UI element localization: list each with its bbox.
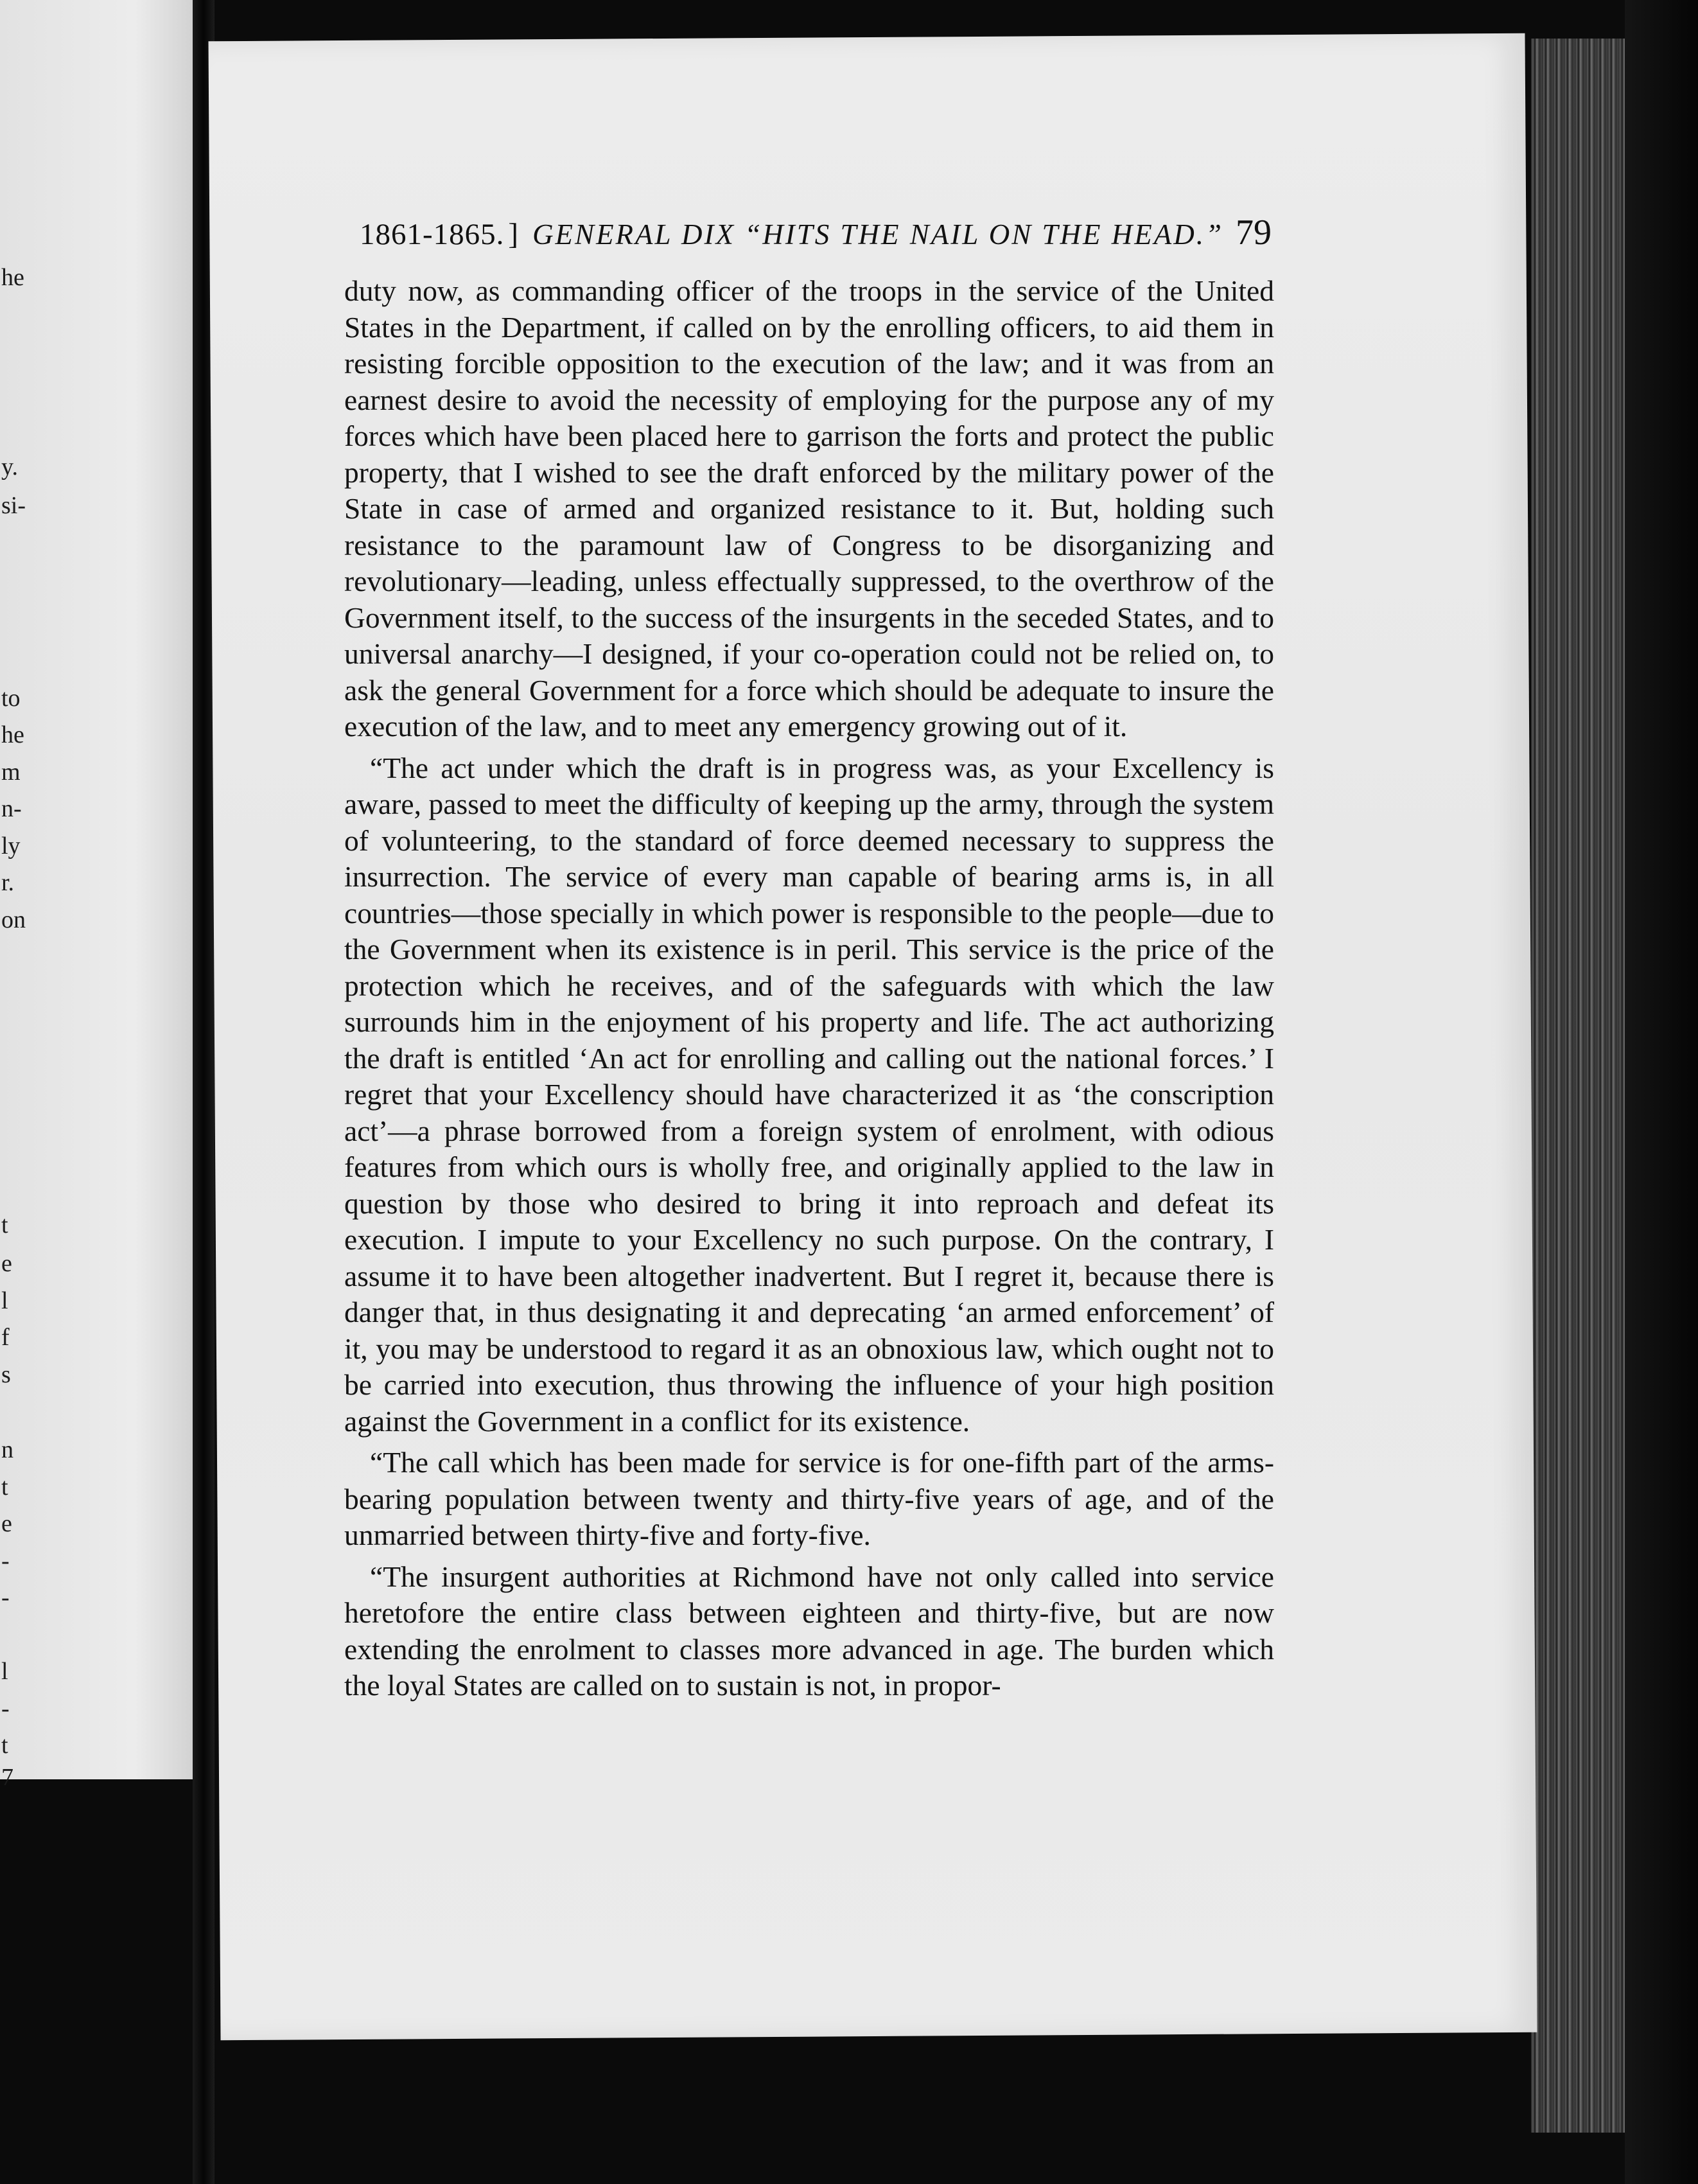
margin-fragment: ly	[1, 832, 21, 859]
margin-fragment: -	[1, 1547, 10, 1574]
margin-fragment: t	[1, 1474, 8, 1501]
margin-fragment: y.	[1, 454, 19, 480]
paragraph: “The insurgent authorities at Richmond have not only called into service heretofore the entire class between eighteen and thirty-five, but are now extending the enrolment to classes more advanced in age. The burden which the loyal States are called on to sustain is not, in propor-	[344, 1560, 1274, 1702]
margin-fragment: l	[1, 1658, 8, 1685]
left-page-text-fragments	[0, 0, 193, 1791]
left-facing-page	[0, 0, 193, 1791]
margin-fragment: e	[1, 1250, 12, 1277]
margin-fragment: 7	[1, 1764, 13, 1791]
margin-fragment: -	[1, 1584, 10, 1611]
running-head	[360, 212, 1272, 253]
page-body-text	[344, 273, 1274, 1704]
margin-fragment: t	[1, 1732, 8, 1759]
margin-fragment: r.	[1, 869, 15, 896]
margin-fragment: t	[1, 1211, 8, 1238]
margin-fragment: to	[1, 685, 21, 712]
running-head-title: GENERAL DIX “HITS THE NAIL ON THE HEAD.”	[532, 218, 1223, 251]
paragraph: “The call which has been made for service is for one-fifth part of the arms-bearing population between twenty and thirty-five years of age, and of the unmarried between thirty-five and forty-five.	[344, 1446, 1274, 1551]
margin-fragment: f	[1, 1324, 10, 1351]
margin-fragment: m	[1, 759, 21, 786]
margin-fragment: e	[1, 1510, 12, 1537]
paragraph: duty now, as commanding officer of the troops in the service of the United States in the Department, if called on by the enrolling officers, to aid them in resisting forcible opposition to the execution of the law; and it was from an earnest desire to avoid the necessity of employing for the purpose any of my forces which have been placed here to garrison the forts and protect the public property, that I wished to see the draft enforced by the military power of the State in case of armed and organized resistance to it. But, holding such resistance to the paramount law of Congress to be disorganizing and revolutionary—leading, unless effectually suppressed, to the overthrow of the Government itself, to the success of the insurgents in the seceded States, and to universal anarchy—I designed, if your co-operation could not be relied on, to ask the general Government for a force which should be adequate to insure the execution of the law, and to meet any emergency growing out of it.	[344, 274, 1274, 743]
margin-fragment: n-	[1, 795, 22, 822]
margin-fragment: l	[1, 1287, 8, 1314]
margin-fragment: he	[1, 264, 24, 291]
book-edge-shadow	[1625, 0, 1698, 2184]
running-head-bracket: ]	[508, 218, 519, 251]
margin-fragment: s	[1, 1361, 11, 1388]
running-head-dates: 1861-1865.	[360, 218, 505, 251]
margin-fragment: he	[1, 721, 24, 748]
paragraph: “The act under which the draft is in progress was, as your Excellency is aware, passed to meet the difficulty of keeping up the army, through the system of volunteering, to the standard of force deemed necessary to suppress the insurrection. The service of every man capable of bearing arms is, in all countries—those specially in which power is responsible to the people—due to the Government when its existence is in peril. This service is the price of the protection which he receives, and of the safeguards with which the law surrounds him in the enjoyment of his property and life. The act authorizing the draft is entitled ‘An act for enrolling and calling out the national forces.’ I regret that your Excellency should have characterized it as ‘the conscription act’—a phrase borrowed from a foreign system of enrolment, with odious features from which ours is wholly free, and originally applied to the law in question by those who desired to bring it into reproach and defeat its execution. I impute to your Excellency no such purpose. On the contrary, I assume it to have been altogether inadvertent. But I regret it, because there is danger that, in thus designating it and deprecating ‘an armed enforcement’ of it, you may be understood to regard it as an obnoxious law, which ought not to be carried into execution, thus throwing the influence of your high position against the Government in a conflict for its existence.	[344, 751, 1274, 1438]
page-number: 79	[1236, 213, 1272, 252]
margin-fragment: si-	[1, 492, 26, 519]
margin-fragment: n	[1, 1436, 13, 1463]
margin-fragment: on	[1, 906, 26, 933]
margin-fragment: -	[1, 1695, 10, 1722]
